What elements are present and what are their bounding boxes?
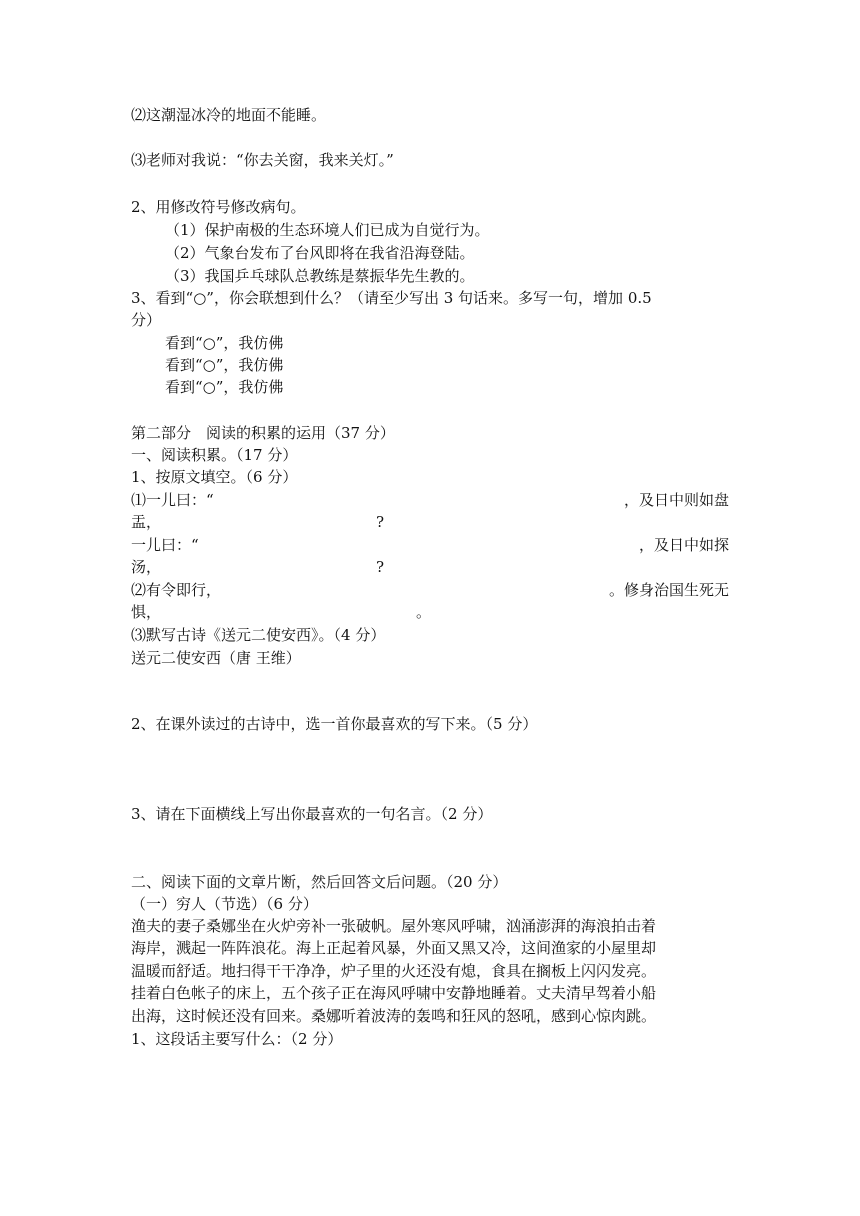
motto-question: 3、请在下面横线上写出你最喜欢的一句名言。（2 分） (131, 805, 493, 823)
q3-title: 3、看到“○”，你会联想到什么？（请至少写出 3 句话来。多写一句，增加 0.5 (131, 289, 652, 307)
fill-1b (131, 534, 729, 556)
fill-2 (131, 579, 729, 601)
q2-item: （1）保护南极的生态环境人们已成为自觉行为。 (165, 221, 490, 239)
part2-heading: 第二部分 阅读的积累的运用（37 分） (131, 424, 395, 442)
period-mark: 。 (416, 603, 432, 621)
question-mark: ? (376, 513, 385, 531)
fill-2-start: ⑵有令即行， (131, 581, 222, 599)
section2-title: 二、阅读下面的文章片断，然后回答文后问题。（20 分） (131, 873, 508, 891)
fill-2-end: 。修身治国生死无 (608, 581, 729, 599)
fill-2-line2-text: 惧， (131, 603, 162, 621)
passage-line: 出海，这时候还没有回来。桑娜听着波涛的轰鸣和狂风的怒吼，感到心惊肉跳。 (131, 1007, 657, 1025)
fill-1b-end: ，及日中如探 (638, 536, 729, 554)
passage-title: （一）穷人（节选）（6 分） (131, 895, 318, 913)
passage-question-1: 1、这段话主要写什么：（2 分） (131, 1030, 343, 1048)
fill-3: ⑶默写古诗《送元二使安西》。（4 分） (131, 626, 386, 644)
sentence-2: ⑵这潮湿冰冷的地面不能睡。 (131, 106, 327, 124)
q3-prompt: 看到“○”，我仿佛 (165, 356, 284, 374)
fill-1a-line2 (131, 511, 384, 533)
fill-2-line2 (131, 601, 431, 623)
q3-prompt: 看到“○”，我仿佛 (165, 378, 284, 396)
passage-line: 挂着白色帐子的床上，五个孩子正在海风呼啸中安静地睡着。丈夫清早驾着小船 (131, 984, 657, 1002)
fill-1a-line2-text: 盂， (131, 513, 162, 531)
passage-line: 海岸，溅起一阵阵浪花。海上正起着风暴，外面又黑又冷，这间渔家的小屋里却 (131, 939, 657, 957)
fill-question-title: 1、按原文填空。（6 分） (131, 468, 298, 486)
favorite-poem-question: 2、在课外读过的古诗中，选一首你最喜欢的写下来。（5 分） (131, 715, 538, 733)
passage-line: 温暖而舒适。地扫得干干净净，炉子里的火还没有熄，食具在搁板上闪闪发亮。 (131, 962, 657, 980)
fill-1a (131, 489, 729, 511)
fill-1a-start: ⑴一儿曰：“ (131, 491, 214, 509)
q2-item: （3）我国乒乓球队总教练是蔡振华先生教的。 (165, 267, 475, 285)
fill-1a-end: ，及日中则如盘 (623, 491, 729, 509)
q2-title: 2、用修改符号修改病句。 (131, 198, 306, 216)
poem-title: 送元二使安西（唐 王维） (131, 649, 301, 667)
q3-title-cont: 分） (131, 311, 162, 329)
question-mark: ? (376, 558, 385, 576)
passage-line: 渔夫的妻子桑娜坐在火炉旁补一张破帆。屋外寒风呼啸，汹涌澎湃的海浪拍击着 (131, 917, 657, 935)
sentence-3: ⑶老师对我说：“你去关窗，我来关灯。” (131, 151, 394, 169)
q2-item: （2）气象台发布了台风即将在我省沿海登陆。 (165, 244, 475, 262)
q3-prompt: 看到“○”，我仿佛 (165, 334, 284, 352)
fill-1b-start: 一儿曰：“ (131, 536, 199, 554)
fill-1b-line2 (131, 556, 384, 578)
fill-1b-line2-text: 汤， (131, 558, 162, 576)
section1-title: 一、阅读积累。（17 分） (131, 446, 298, 464)
